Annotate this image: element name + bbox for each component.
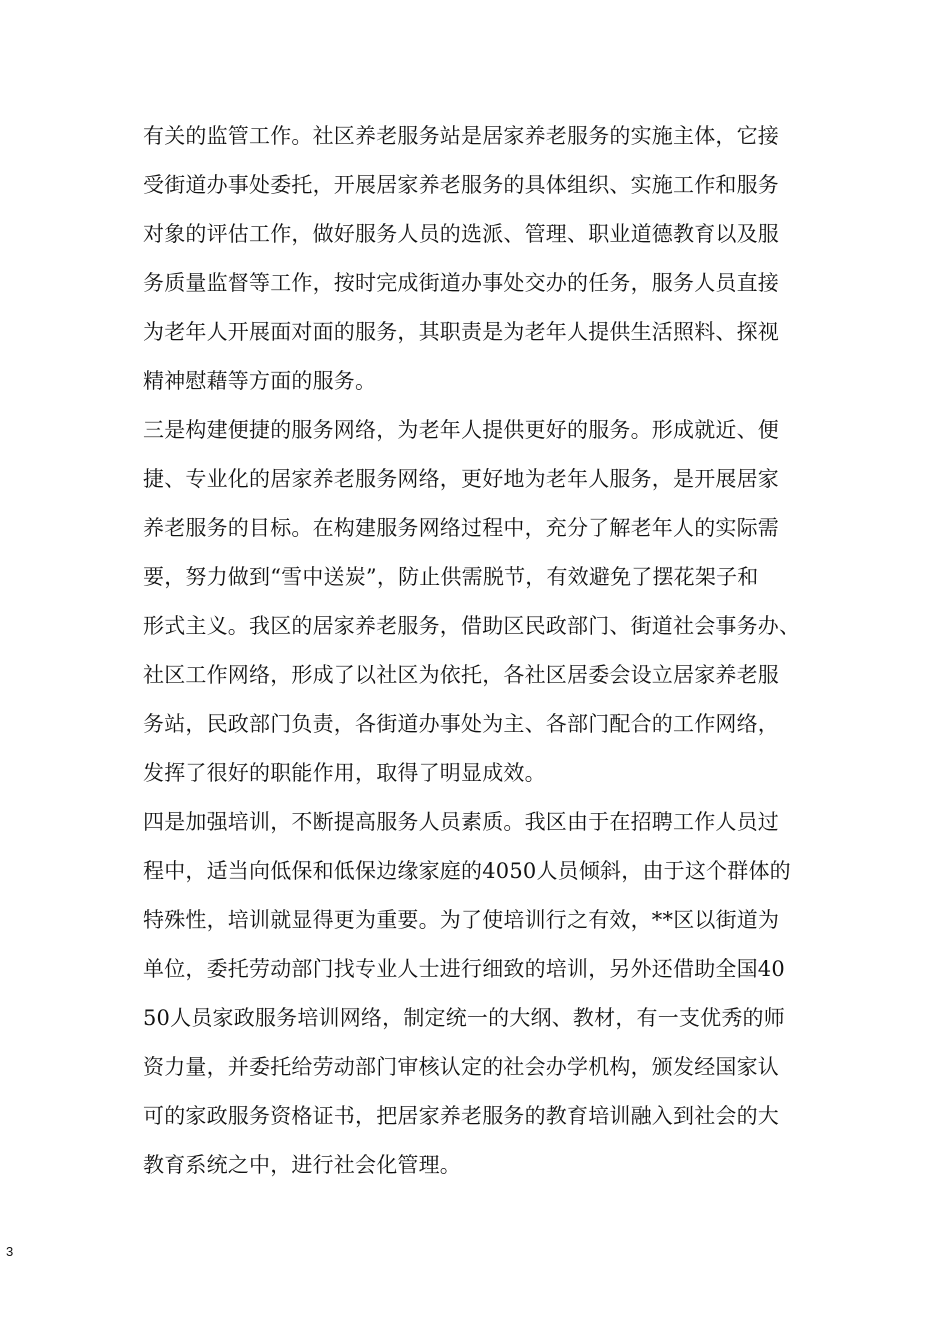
text-line: 程中，适当向低保和低保边缘家庭的4050人员倾斜，由于这个群体的 bbox=[143, 859, 791, 883]
text-line: 50人员家政服务培训网络，制定统一的大纲、教材，有一支优秀的师 bbox=[143, 1006, 785, 1030]
text-line: 务质量监督等工作，按时完成街道办事处交办的任务，服务人员直接 bbox=[143, 271, 779, 295]
text-line: 单位，委托劳动部门找专业人士进行细致的培训，另外还借助全国40 bbox=[143, 957, 785, 981]
text-line: 社区工作网络，形成了以社区为依托，各社区居委会设立居家养老服 bbox=[143, 663, 779, 687]
text-line: 发挥了很好的职能作用，取得了明显成效。 bbox=[143, 761, 546, 785]
text-line: 精神慰藉等方面的服务。 bbox=[143, 369, 377, 393]
text-line: 形式主义。我区的居家养老服务，借助区民政部门、街道社会事务办、 bbox=[143, 614, 801, 638]
text-line: 养老服务的目标。在构建服务网络过程中，充分了解老年人的实际需 bbox=[143, 516, 779, 540]
body-text bbox=[143, 112, 833, 1190]
text-line: 受街道办事处委托，开展居家养老服务的具体组织、实施工作和服务 bbox=[143, 173, 779, 197]
text-line: 对象的评估工作，做好服务人员的选派、管理、职业道德教育以及服 bbox=[143, 222, 779, 246]
page-number: 3 bbox=[6, 1244, 14, 1259]
text-line: 为老年人开展面对面的服务，其职责是为老年人提供生活照料、探视 bbox=[143, 320, 779, 344]
text-line: 要，努力做到“雪中送炭”，防止供需脱节，有效避免了摆花架子和 bbox=[143, 565, 759, 589]
text-line: 四是加强培训，不断提高服务人员素质。我区由于在招聘工作人员过 bbox=[143, 810, 779, 834]
text-line: 务站，民政部门负责，各街道办事处为主、各部门配合的工作网络， bbox=[143, 712, 779, 736]
text-line: 可的家政服务资格证书，把居家养老服务的教育培训融入到社会的大 bbox=[143, 1104, 779, 1128]
text-line: 有关的监管工作。社区养老服务站是居家养老服务的实施主体，它接 bbox=[143, 124, 779, 148]
text-line: 教育系统之中，进行社会化管理。 bbox=[143, 1153, 461, 1177]
text-line: 特殊性，培训就显得更为重要。为了使培训行之有效，**区以街道为 bbox=[143, 908, 780, 932]
text-line: 捷、专业化的居家养老服务网络，更好地为老年人服务，是开展居家 bbox=[143, 467, 779, 491]
text-line: 资力量，并委托给劳动部门审核认定的社会办学机构，颁发经国家认 bbox=[143, 1055, 779, 1079]
text-line: 三是构建便捷的服务网络，为老年人提供更好的服务。形成就近、便 bbox=[143, 418, 779, 442]
